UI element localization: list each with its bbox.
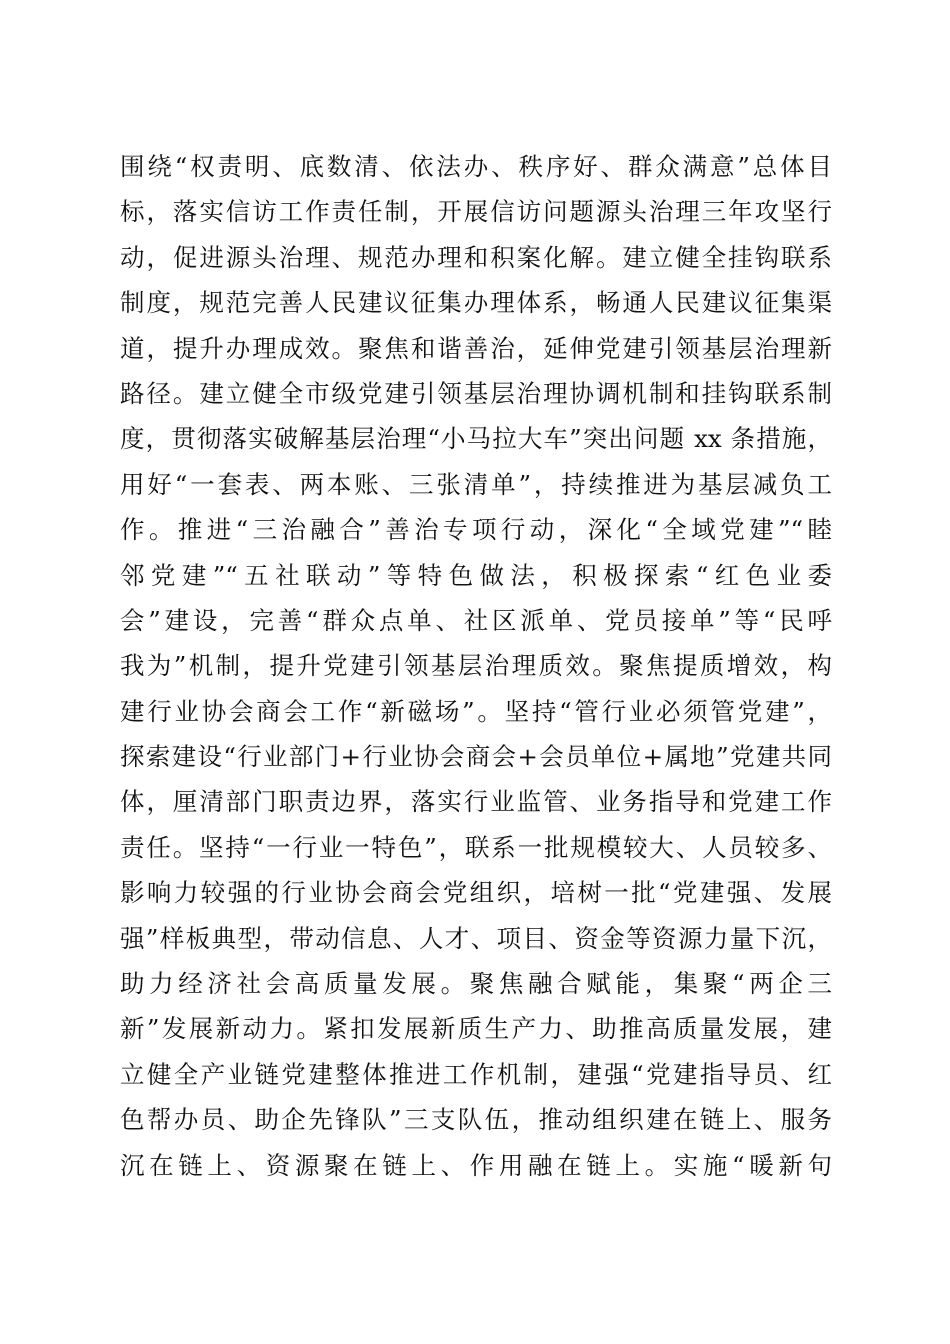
text-line-7: 度，贯彻落实破解基层治理“小马拉大车”突出问题 xx 条措施， <box>120 424 832 454</box>
text-line-9: 作。推进“三治融合”善治专项行动，深化“全域党建”“睦 <box>120 515 832 545</box>
text-line-12: 我为”机制，提升党建引领基层治理质效。聚焦提质增效，构 <box>120 651 832 681</box>
text-line-19: 助力经济社会高质量发展。聚焦融合赋能，集聚“两企三 <box>120 969 832 999</box>
text-line-20: 新”发展新动力。紧扣发展新质生产力、助推高质量发展，建 <box>120 1014 832 1044</box>
text-line-4: 制度，规范完善人民建议征集办理体系，畅通人民建议征集渠 <box>120 288 832 318</box>
text-line-14: 探索建设“行业部门+行业协会商会+会员单位+属地”党建共同 <box>120 742 832 772</box>
text-line-8: 用好“一套表、两本账、三张清单”，持续推进为基层减负工 <box>120 469 832 499</box>
text-line-16: 责任。坚持“一行业一特色”，联系一批规模较大、人员较多、 <box>120 832 832 862</box>
text-line-13: 建行业协会商会工作“新磁场”。坚持“管行业必须管党建”， <box>120 696 832 726</box>
text-line-6: 路径。建立健全市级党建引领基层治理协调机制和挂钩联系制 <box>120 378 832 408</box>
text-line-21: 立健全产业链党建整体推进工作机制，建强“党建指导员、红 <box>120 1059 832 1089</box>
text-line-1: 围绕“权责明、底数清、依法办、秩序好、群众满意”总体目 <box>120 152 832 181</box>
text-line-11: 会”建设，完善“群众点单、社区派单、党员接单”等“民呼 <box>120 605 832 635</box>
text-line-18: 强”样板典型，带动信息、人才、项目、资金等资源力量下沉， <box>120 923 832 953</box>
text-line-23: 沉在链上、资源聚在链上、作用融在链上。实施“暖新句 <box>120 1150 832 1180</box>
text-line-2: 标，落实信访工作责任制，开展信访问题源头治理三年攻坚行 <box>120 197 832 227</box>
text-line-10: 邻党建”“五社联动”等特色做法，积极探索“红色业委 <box>120 560 832 590</box>
text-line-22: 色帮办员、助企先锋队”三支队伍，推动组织建在链上、服务 <box>120 1105 832 1135</box>
text-line-5: 道，提升办理成效。聚焦和谐善治，延伸党建引领基层治理新 <box>120 333 832 363</box>
text-line-17: 影响力较强的行业协会商会党组织，培树一批“党建强、发展 <box>120 878 832 908</box>
text-line-15: 体，厘清部门职责边界，落实行业监管、业务指导和党建工作 <box>120 787 832 817</box>
body-paragraph <box>120 144 832 1188</box>
text-line-3: 动，促进源头治理、规范办理和积案化解。建立健全挂钩联系 <box>120 242 832 272</box>
